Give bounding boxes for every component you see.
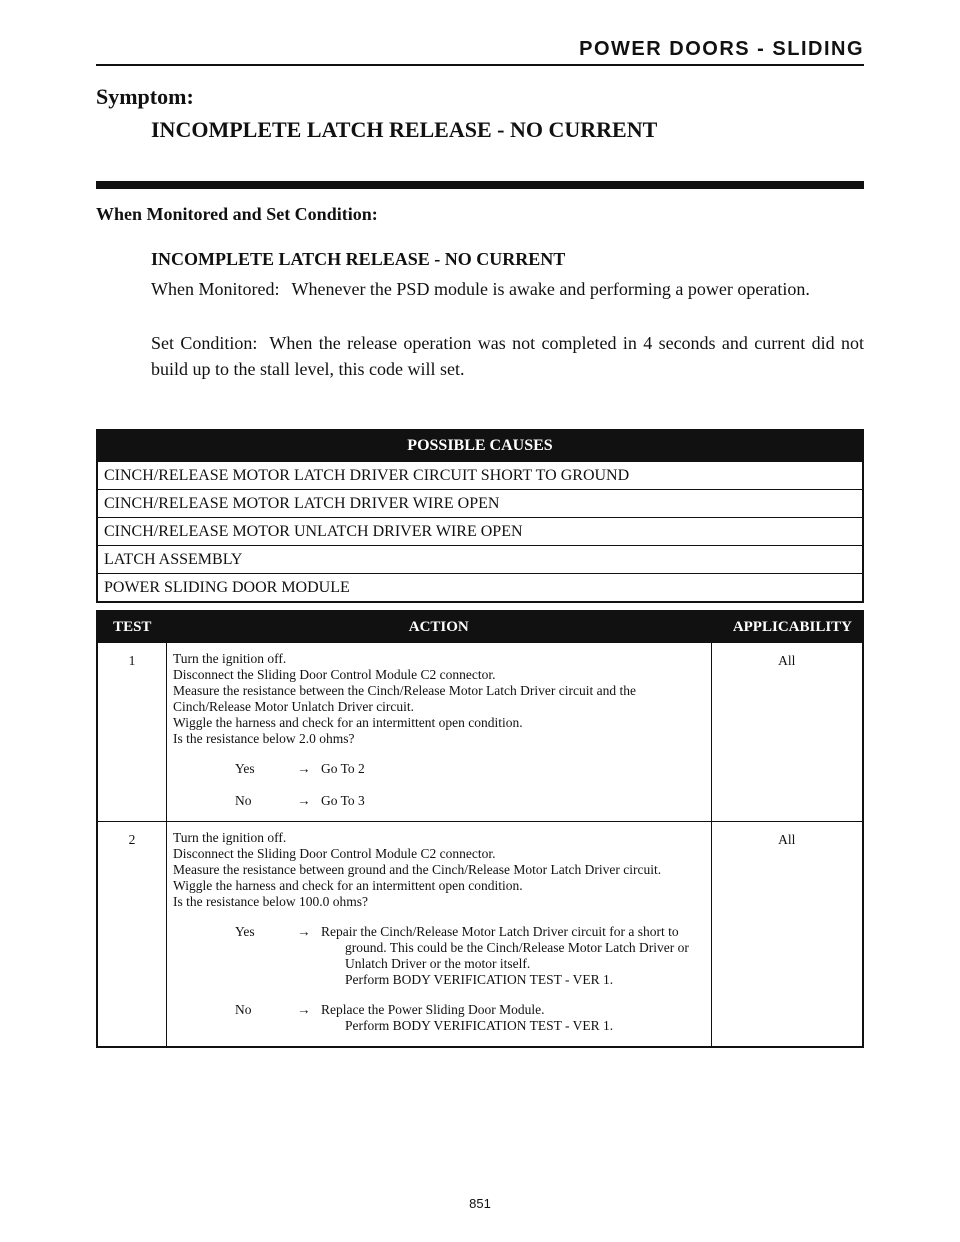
set-condition-text: When the release operation was not completed in 4 seconds and current did not build up to the stall level, this code will set. xyxy=(151,333,864,379)
set-condition-label: Set Condition: xyxy=(151,333,258,353)
when-monitored-text: Whenever the PSD module is awake and performing a power operation. xyxy=(291,279,810,299)
section-title: POWER DOORS - SLIDING xyxy=(579,38,864,60)
test-applicability: All xyxy=(711,643,863,822)
test-action xyxy=(167,822,712,1048)
cause-item: CINCH/RELEASE MOTOR UNLATCH DRIVER WIRE OPEN xyxy=(97,518,863,546)
no-response xyxy=(173,1002,705,1034)
yes-outcome: Repair the Cinch/Release Motor Latch Driver circuit for a short to xyxy=(321,924,679,939)
arrow-icon: → xyxy=(297,793,311,808)
yes-outcome: Unlatch Driver or the motor itself. xyxy=(345,956,531,971)
test-row xyxy=(97,822,863,1048)
yes-response xyxy=(173,761,705,777)
test-step: Wiggle the harness and check for an intermittent open condition. xyxy=(173,878,523,893)
test-number: 1 xyxy=(97,643,167,822)
test-action xyxy=(167,643,712,822)
monitor-subheading: INCOMPLETE LATCH RELEASE - NO CURRENT xyxy=(151,249,566,269)
cause-item: POWER SLIDING DOOR MODULE xyxy=(97,574,863,603)
yes-label: Yes xyxy=(235,761,255,776)
test-step: Is the resistance below 100.0 ohms? xyxy=(173,894,368,909)
cause-item: LATCH ASSEMBLY xyxy=(97,546,863,574)
cause-item: CINCH/RELEASE MOTOR LATCH DRIVER WIRE OPEN xyxy=(97,490,863,518)
applicability-column-header: APPLICABILITY xyxy=(711,611,863,643)
yes-label: Yes xyxy=(235,924,255,939)
test-step: Measure the resistance between ground and the Cinch/Release Motor Latch Driver circuit. xyxy=(173,862,662,877)
yes-outcome: Go To 2 xyxy=(321,761,365,776)
yes-outcome: Perform BODY VERIFICATION TEST - VER 1. xyxy=(345,972,614,987)
when-monitored-paragraph xyxy=(151,276,864,302)
possible-causes-table xyxy=(96,429,864,603)
test-step: Measure the resistance between the Cinch/Release Motor Latch Driver circuit and the Cinch/Release Motor Unlatch Driver circuit. xyxy=(173,683,636,714)
no-outcome: Go To 3 xyxy=(321,793,365,808)
test-procedure-table xyxy=(96,610,864,1048)
possible-causes-header: POSSIBLE CAUSES xyxy=(97,430,863,462)
no-label: No xyxy=(235,1002,252,1017)
no-response xyxy=(173,793,705,809)
header-rule xyxy=(96,64,864,66)
no-label: No xyxy=(235,793,252,808)
yes-outcome: ground. This could be the Cinch/Release Motor Latch Driver or xyxy=(345,940,689,955)
page-number: 851 xyxy=(469,1196,491,1211)
symptom-title: INCOMPLETE LATCH RELEASE - NO CURRENT xyxy=(151,117,658,142)
action-column-header: ACTION xyxy=(167,611,712,643)
test-step: Turn the ignition off. xyxy=(173,651,287,666)
arrow-icon: → xyxy=(297,924,311,939)
arrow-icon: → xyxy=(297,761,311,776)
symptom-label: Symptom: xyxy=(96,84,194,109)
cause-item: CINCH/RELEASE MOTOR LATCH DRIVER CIRCUIT SHORT TO GROUND xyxy=(97,462,863,490)
set-condition-paragraph xyxy=(151,330,864,382)
monitor-heading: When Monitored and Set Condition: xyxy=(96,204,378,224)
when-monitored-label: When Monitored: xyxy=(151,279,280,299)
yes-response xyxy=(173,924,705,988)
test-step: Disconnect the Sliding Door Control Module C2 connector. xyxy=(173,667,496,682)
test-step: Turn the ignition off. xyxy=(173,830,287,845)
no-outcome: Perform BODY VERIFICATION TEST - VER 1. xyxy=(345,1018,614,1033)
test-number: 2 xyxy=(97,822,167,1048)
test-step: Is the resistance below 2.0 ohms? xyxy=(173,731,355,746)
test-step: Disconnect the Sliding Door Control Module C2 connector. xyxy=(173,846,496,861)
section-divider xyxy=(96,181,864,189)
test-row xyxy=(97,643,863,822)
arrow-icon: → xyxy=(297,1002,311,1017)
no-outcome: Replace the Power Sliding Door Module. xyxy=(321,1002,545,1017)
test-column-header: TEST xyxy=(97,611,167,643)
test-step: Wiggle the harness and check for an intermittent open condition. xyxy=(173,715,523,730)
test-applicability: All xyxy=(711,822,863,1048)
